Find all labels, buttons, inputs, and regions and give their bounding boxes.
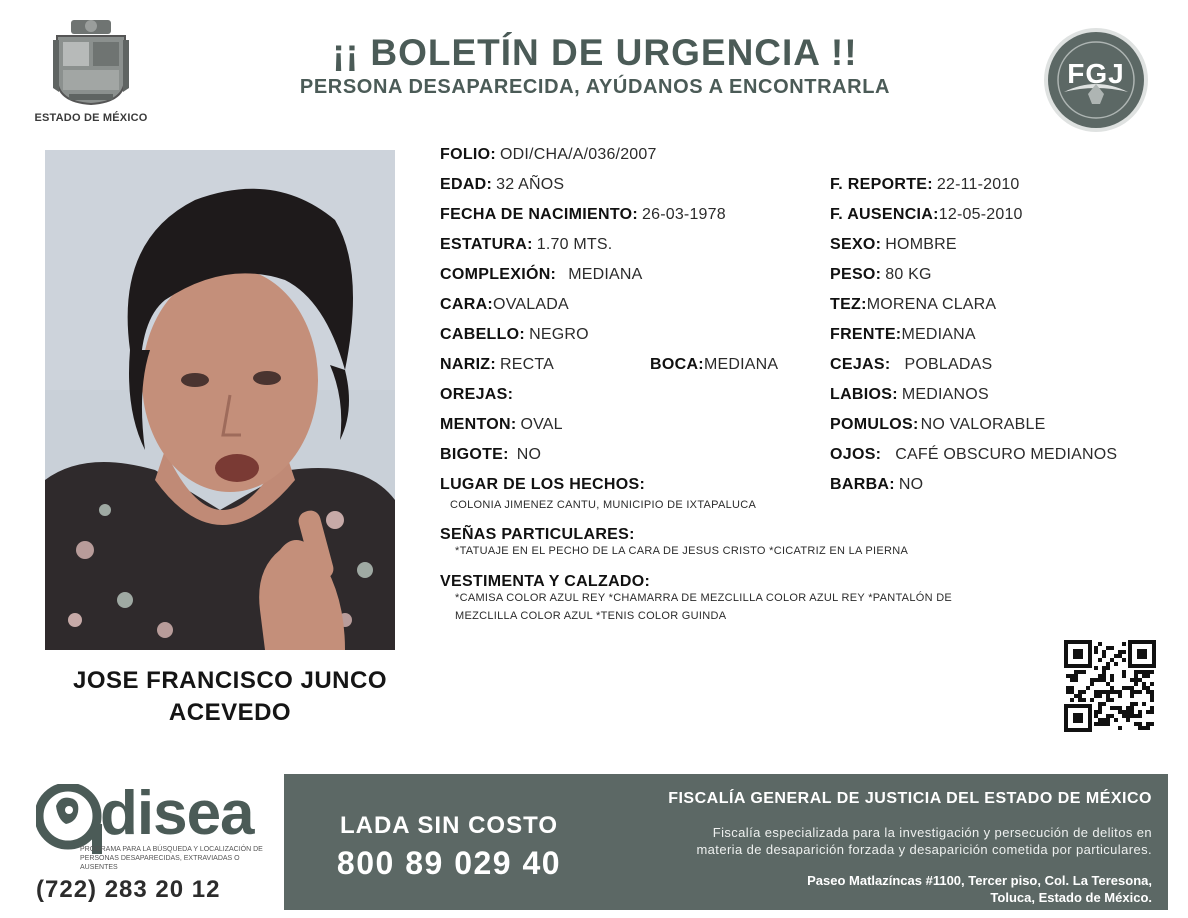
field-pomulos: [830, 415, 1045, 435]
field-value: CAFÉ OBSCURO MEDIANOS: [895, 446, 1118, 463]
estado-de-mexico-caption: ESTADO DE MÉXICO: [34, 112, 148, 124]
fiscalia-name: FISCALÍA GENERAL DE JUSTICIA DEL ESTADO DE MÉXICO: [668, 790, 1152, 807]
field-label: SEÑAS PARTICULARES:: [440, 526, 635, 543]
field-label: F. REPORTE:: [830, 176, 933, 193]
fgj-seal: [1042, 26, 1150, 134]
field-value: NO VALORABLE: [920, 416, 1046, 433]
field-tez: [830, 295, 996, 315]
field-label: OJOS:: [830, 446, 882, 463]
field-label: F. AUSENCIA:: [830, 206, 939, 223]
qr-code-icon: [1064, 640, 1156, 732]
field-cejas: [830, 355, 992, 375]
person-name: [40, 665, 420, 729]
field-label: BOCA:: [650, 356, 704, 373]
field-label: PESO:: [830, 266, 882, 283]
field-label: CABELLO:: [440, 326, 526, 343]
odisea-wordmark: disea: [100, 779, 254, 848]
field-complexion: [440, 265, 643, 285]
field-sexo: [830, 235, 957, 255]
field-lugar-hechos: [440, 475, 645, 495]
odisea-pin-icon: [36, 784, 106, 854]
fiscalia-address-line2: Toluca, Estado de México.: [990, 890, 1152, 905]
person-photo: [45, 150, 395, 650]
fiscalia-address: [600, 872, 1152, 906]
field-label: COMPLEXIÓN:: [440, 266, 557, 283]
coat-of-arms-icon: [51, 18, 131, 106]
field-value: MEDIANA: [901, 326, 976, 343]
toll-free-number[interactable]: 800 89 029 40: [336, 845, 562, 881]
field-value: HOMBRE: [885, 236, 957, 253]
person-name-line1: JOSE FRANCISCO JUNCO: [72, 667, 388, 694]
person-name-line2: ACEVEDO: [168, 699, 292, 726]
field-value: MORENA CLARA: [866, 296, 997, 313]
field-value: 26-03-1978: [642, 206, 726, 223]
field-label: OREJAS:: [440, 386, 514, 403]
field-label: FOLIO:: [440, 146, 497, 163]
field-label: FECHA DE NACIMIENTO:: [440, 206, 638, 223]
fiscalia-address-line1: Paseo Matlazíncas #1100, Tercer piso, Col. La Teresona,: [807, 873, 1152, 888]
fiscalia-description: [600, 824, 1152, 858]
estado-de-mexico-logo: [30, 18, 152, 124]
fgj-badge-text: FGJ: [1067, 58, 1125, 89]
bulletin-subtitle: PERSONA DESAPARECIDA, AYÚDANOS A ENCONTRARLA: [299, 76, 891, 98]
bulletin-title: ¡¡ BOLETÍN DE URGENCIA !!: [332, 32, 858, 73]
field-label: EDAD:: [440, 176, 493, 193]
local-phone-number[interactable]: (722) 283 20 12: [36, 876, 221, 903]
senas-value: *TATUAJE EN EL PECHO DE LA CARA DE JESUS CRISTO *CICATRIZ EN LA PIERNA: [455, 545, 909, 557]
field-value: ODI/CHA/A/036/2007: [500, 146, 657, 163]
field-value: NO: [898, 476, 924, 493]
field-value: 32 AÑOS: [496, 176, 565, 193]
field-edad: [440, 175, 564, 195]
field-frente: [830, 325, 976, 345]
field-value: 12-05-2010: [938, 206, 1023, 223]
field-labios: [830, 385, 989, 405]
person-photo-image: [45, 150, 395, 650]
field-value: 22-11-2010: [936, 176, 1020, 193]
field-folio: [440, 145, 657, 165]
field-label: CARA:: [440, 296, 494, 313]
field-value: MEDIANA: [568, 266, 643, 283]
vestimenta-value-line1: *CAMISA COLOR AZUL REY *CHAMARRA DE MEZCLILLA COLOR AZUL REY *PANTALÓN DE: [455, 592, 953, 604]
field-peso: [830, 265, 932, 285]
field-label: MENTON:: [440, 416, 517, 433]
qr-code[interactable]: [1064, 640, 1156, 732]
fiscalia-description-line2: materia de desaparición forzada y desaparición cometida por particulares.: [696, 842, 1152, 857]
field-cabello: [440, 325, 589, 345]
field-value: MEDIANA: [703, 356, 779, 373]
field-label: BARBA:: [830, 476, 895, 493]
field-value: 80 KG: [885, 266, 932, 283]
field-value: MEDIANOS: [901, 386, 989, 403]
field-value: NEGRO: [529, 326, 589, 343]
field-bigote: [440, 445, 541, 465]
field-label: FRENTE:: [830, 326, 902, 343]
field-label: CEJAS:: [830, 356, 891, 373]
field-menton: [440, 415, 563, 435]
field-label: BIGOTE:: [440, 446, 509, 463]
field-fecha-nacimiento: [440, 205, 726, 225]
field-cara: [440, 295, 569, 315]
field-value: NO: [516, 446, 542, 463]
field-f-ausencia: [830, 205, 1023, 225]
odisea-program-text: PROGRAMA PARA LA BÚSQUEDA Y LOCALIZACIÓN DE PERSONAS DESAPARECIDAS, EXTRAVIADAS O AUSENTES: [80, 846, 263, 871]
vestimenta-value-line2: MEZCLILLA COLOR AZUL *TENIS COLOR GUINDA: [455, 610, 727, 622]
field-value: OVAL: [520, 416, 563, 433]
lugar-hechos-value: COLONIA JIMENEZ CANTU, MUNICIPIO DE IXTAPALUCA: [450, 499, 757, 511]
fiscalia-description-line1: Fiscalía especializada para la investigación y persecución de delitos en: [712, 825, 1152, 840]
field-nariz: [440, 355, 554, 375]
field-f-reporte: [830, 175, 1020, 195]
field-label: VESTIMENTA Y CALZADO:: [440, 573, 651, 590]
toll-free-label: LADA SIN COSTO: [339, 812, 558, 839]
field-label: TEZ:: [830, 296, 867, 313]
field-value: RECTA: [500, 356, 555, 373]
field-value: POBLADAS: [904, 356, 993, 373]
field-label: POMULOS:: [830, 416, 919, 433]
field-orejas: [440, 385, 517, 405]
field-label: LUGAR DE LOS HECHOS:: [440, 476, 646, 493]
field-label: NARIZ:: [440, 356, 497, 373]
field-label: ESTATURA:: [440, 236, 533, 253]
field-label: SEXO:: [830, 236, 882, 253]
field-ojos: [830, 445, 1117, 465]
field-value: 1.70 MTS.: [536, 236, 613, 253]
field-label: LABIOS:: [830, 386, 898, 403]
field-value: OVALADA: [493, 296, 569, 313]
field-estatura: [440, 235, 612, 255]
field-boca: [650, 355, 778, 375]
field-barba: [830, 475, 923, 495]
